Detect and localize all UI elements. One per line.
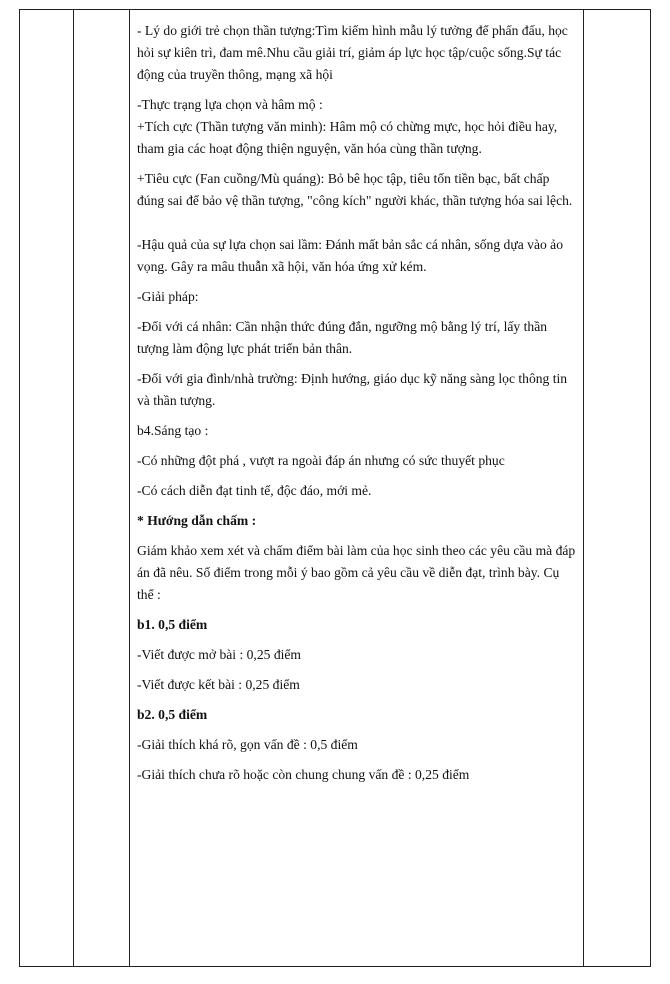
answer-content-cell	[137, 20, 579, 794]
paragraph: -Giải thích khá rõ, gọn vấn đề : 0,5 điểm	[137, 737, 358, 752]
section-heading: b1. 0,5 điểm	[137, 617, 208, 632]
column-divider-3	[583, 10, 584, 966]
paragraph: -Có những đột phá , vượt ra ngoài đáp án nhưng có sức thuyết phục	[137, 453, 505, 468]
paragraph: Giám khảo xem xét và chấm điểm bài làm của học sinh theo các yêu cầu mà đáp án đã nêu. Số điểm trong mỗi ý bao gồm cả yêu cầu về diễn đạt, trình bày. Cụ thể :	[137, 543, 576, 602]
paragraph: +Tiêu cực (Fan cuồng/Mù quáng): Bỏ bê học tập, tiêu tốn tiền bạc, bất chấp đúng sai để bảo vệ thần tượng, "công kích" người khác, thần tượng hóa sai lệch.	[137, 171, 573, 208]
section-heading: * Hướng dẫn chấm :	[137, 513, 257, 528]
paragraph: -Giải pháp:	[137, 289, 199, 304]
paragraph: -Đối với cá nhân: Cần nhận thức đúng đắn, ngưỡng mộ bằng lý trí, lấy thần tượng làm động lực phát triển bản thân.	[137, 319, 548, 356]
paragraph: -Thực trạng lựa chọn và hâm mộ :	[137, 97, 323, 112]
paragraph: -Đối với gia đình/nhà trường: Định hướng, giáo dục kỹ năng sàng lọc thông tin và thần tượng.	[137, 371, 568, 408]
column-divider-2	[129, 10, 130, 966]
paragraph: +Tích cực (Thần tượng văn minh): Hâm mộ có chừng mực, học hỏi điều hay, tham gia các hoạt động thiện nguyện, văn hóa cùng thần tượng.	[137, 119, 558, 156]
paragraph: -Viết được mở bài : 0,25 điểm	[137, 647, 302, 662]
section-heading: b2. 0,5 điểm	[137, 707, 208, 722]
paragraph: - Lý do giới trẻ chọn thần tượng:Tìm kiếm hình mẫu lý tưởng để phấn đấu, học hỏi sự kiên trì, đam mê.Nhu cầu giải trí, giảm áp lực học tập/cuộc sống.Sự tác động của truyền thông, mạng xã hội	[137, 23, 568, 82]
paragraph: -Viết được kết bài : 0,25 điểm	[137, 677, 300, 692]
paragraph: -Giải thích chưa rõ hoặc còn chung chung vấn đề : 0,25 điểm	[137, 767, 470, 782]
column-divider-1	[73, 10, 74, 966]
paragraph: -Hậu quả của sự lựa chọn sai lầm: Đánh mất bản sắc cá nhân, sống dựa vào ảo vọng. Gây ra mâu thuẫn xã hội, văn hóa ứng xử kém.	[137, 237, 563, 274]
paragraph: b4.Sáng tạo :	[137, 423, 209, 438]
paragraph: -Có cách diễn đạt tinh tế, độc đáo, mới mẻ.	[137, 483, 372, 498]
